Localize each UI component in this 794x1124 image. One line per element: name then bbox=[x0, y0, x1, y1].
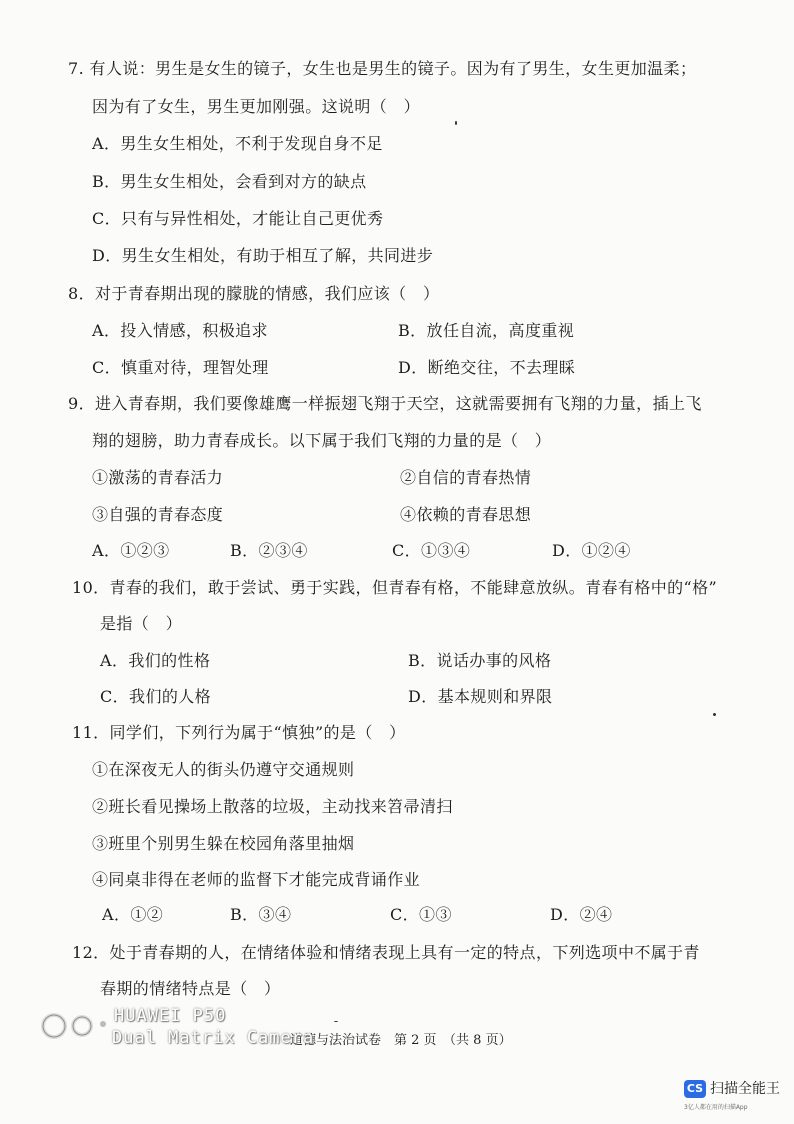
statement-item: ①在深夜无人的街头仍遵守交通规则 bbox=[92, 760, 355, 779]
option-c[interactable]: C．只有与异性相处，才能让自己更优秀 bbox=[92, 209, 384, 228]
statement-item: ③班里个别男生躲在校园角落里抽烟 bbox=[92, 834, 355, 853]
question-stem-line: 10．青春的我们，敢于尝试、勇于实践，但青春有格，不能肆意放纵。青春有格中的“格” bbox=[72, 578, 718, 597]
logo-tagline: 3亿人都在用的扫描App bbox=[684, 1104, 748, 1111]
option-b[interactable]: B．男生女生相处，会看到对方的缺点 bbox=[92, 172, 367, 191]
option-a[interactable]: A．①②③ bbox=[92, 541, 170, 560]
statement-item: ②班长看见操场上散落的垃圾，主动找来笤帚清扫 bbox=[92, 797, 453, 816]
option-c[interactable]: C．①③ bbox=[390, 905, 452, 924]
scan-speck bbox=[713, 713, 716, 716]
option-a[interactable]: A．我们的性格 bbox=[100, 651, 211, 670]
option-d[interactable]: D．②④ bbox=[550, 905, 613, 924]
camera-watermark-lens: Dual Matrix Camera bbox=[112, 1028, 315, 1048]
option-b[interactable]: B．③④ bbox=[230, 905, 292, 924]
option-c[interactable]: C．慎重对待，理智处理 bbox=[92, 358, 269, 377]
option-a[interactable]: A．投入情感，积极追求 bbox=[92, 321, 268, 340]
option-a[interactable]: A．男生女生相处，不利于发现自身不足 bbox=[92, 134, 383, 153]
question-stem-line: 因为有了女生，男生更加刚强。这说明（ ） bbox=[92, 97, 421, 116]
option-c[interactable]: C．我们的人格 bbox=[100, 687, 212, 706]
option-a[interactable]: A．①② bbox=[102, 905, 164, 924]
question-stem-line: 是指（ ） bbox=[100, 614, 183, 633]
camera-lens-icon bbox=[40, 1008, 112, 1044]
question-stem-line: 春期的情绪特点是（ ） bbox=[100, 979, 281, 998]
scan-speck bbox=[334, 1021, 338, 1022]
page-footer: 道德与法治试卷 第 2 页 （共 8 页） bbox=[290, 1033, 512, 1048]
option-b[interactable]: B．放任自流，高度重视 bbox=[398, 321, 575, 340]
option-b[interactable]: B．②③④ bbox=[230, 541, 308, 560]
question-stem-line: 9．进入青春期，我们要像雄鹰一样振翅飞翔于天空，这就需要拥有飞翔的力量，插上飞 bbox=[68, 394, 702, 413]
option-d[interactable]: D．基本规则和界限 bbox=[408, 687, 553, 706]
question-stem-line: 8．对于青春期出现的朦胧的情感，我们应该（ ） bbox=[68, 284, 440, 303]
cs-logo-icon: CS bbox=[684, 1080, 706, 1098]
scan-speck bbox=[455, 121, 457, 125]
statement-item: ④同桌非得在老师的监督下才能完成背诵作业 bbox=[92, 870, 421, 889]
option-d[interactable]: D．断绝交往，不去理睬 bbox=[398, 358, 576, 377]
statement-item: ②自信的青春热情 bbox=[400, 468, 532, 487]
option-d[interactable]: D．①②④ bbox=[552, 541, 631, 560]
question-stem-line: 12．处于青春期的人，在情绪体验和情绪表现上具有一定的特点，下列选项中不属于青 bbox=[72, 943, 700, 962]
statement-item: ③自强的青春态度 bbox=[92, 505, 224, 524]
option-b[interactable]: B．说话办事的风格 bbox=[408, 651, 552, 670]
question-stem-line: 翔的翅膀，助力青春成长。以下属于我们飞翔的力量的是（ ） bbox=[92, 431, 552, 450]
camera-watermark-model: HUAWEI P50 bbox=[114, 1006, 227, 1026]
scanner-app-logo bbox=[684, 1078, 788, 1116]
option-c[interactable]: C．①③④ bbox=[392, 541, 471, 560]
logo-name: 扫描全能王 bbox=[710, 1081, 780, 1097]
question-stem-line: 11．同学们，下列行为属于“慎独”的是（ ） bbox=[72, 723, 406, 742]
option-d[interactable]: D．男生女生相处，有助于相互了解，共同进步 bbox=[92, 246, 434, 265]
statement-item: ④依赖的青春思想 bbox=[400, 505, 532, 524]
statement-item: ①激荡的青春活力 bbox=[92, 468, 224, 487]
question-stem-line: 7. 有人说：男生是女生的镜子，女生也是男生的镜子。因为有了男生，女生更加温柔； bbox=[68, 59, 697, 78]
